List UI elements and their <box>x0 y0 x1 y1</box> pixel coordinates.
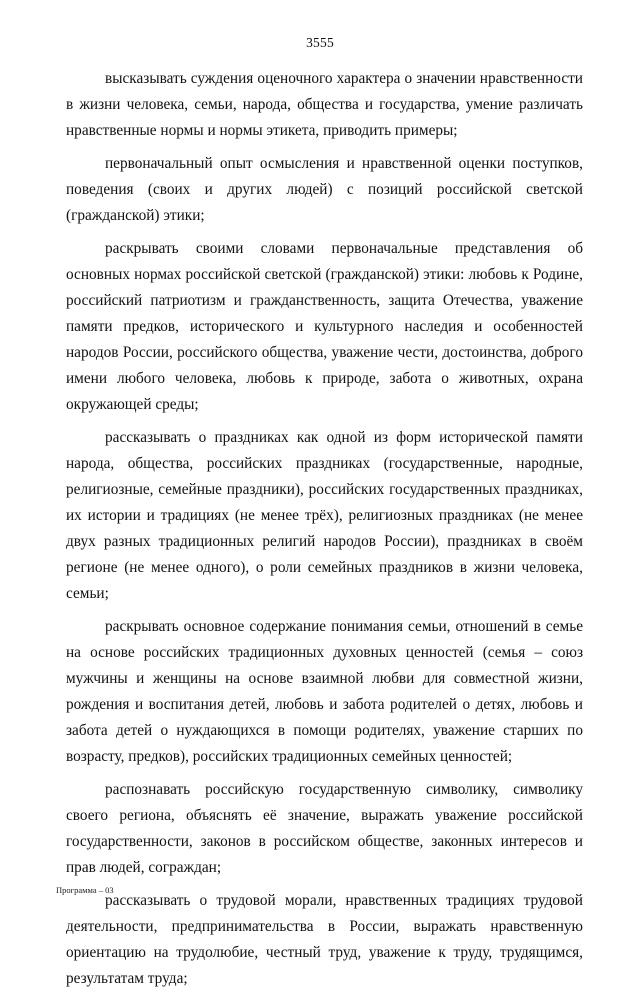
paragraph-holidays: рассказывать о праздниках как одной из форм исторической памяти народа, общества, российских праздниках (государственные, народные, религиозные, семейные праздники), российских государственных праздниках, их истории и традициях (не менее трёх), религиозных праздниках (не менее двух разных традиционных религий народов России), праздниках в своём регионе (не менее одного), о роли семейных праздников в жизни человека, семьи; <box>66 429 583 602</box>
footer-label: Программа – 03 <box>56 885 114 895</box>
document-body <box>66 66 583 999</box>
page-number: 3555 <box>306 35 334 50</box>
paragraph-state-symbols: распознавать российскую государственную символику, символику своего региона, объяснять её значение, выражать уважение российской государственности, законов в российском обществе, законных интересов и прав людей, сограждан; <box>66 781 583 876</box>
paragraph-family: раскрывать основное содержание понимания семьи, отношений в семье на основе российских традиционных духовных ценностей (семья – союз мужчины и женщины на основе взаимной любви для совместной жизни, рождения и воспитания детей, любовь и забота родителей о детях, любовь и забота детей о нуждающихся в помощи родителях, уважение старших по возрасту, предков), российских традиционных семейных ценностей; <box>66 618 583 765</box>
paragraph-labor-morality: рассказывать о трудовой морали, нравственных традициях трудовой деятельности, предпринимательства в России, выражать нравственную ориентацию на трудолюбие, честный труд, уважение к труду, трудящимся, результатам труда; <box>66 892 583 987</box>
paragraph-moral-assessment: первоначальный опыт осмысления и нравственной оценки поступков, поведения (своих и других людей) с позиций российской светской (гражданской) этики; <box>66 155 583 224</box>
paragraph-ethics-norms: раскрывать своими словами первоначальные представления об основных нормах российской светской (гражданской) этики: любовь к Родине, российский патриотизм и гражданственность, защита Отечества, уважение памяти предков, исторического и культурного наследия и особенностей народов России, российского общества, уважение чести, достоинства, доброго имени любого человека, любовь к природе, забота о животных, охрана окружающей среды; <box>66 240 583 413</box>
paragraph-moral-judgments: высказывать суждения оценочного характера о значении нравственности в жизни человека, семьи, народа, общества и государства, умение различать нравственные нормы и нормы этикета, приводить примеры; <box>66 70 583 139</box>
